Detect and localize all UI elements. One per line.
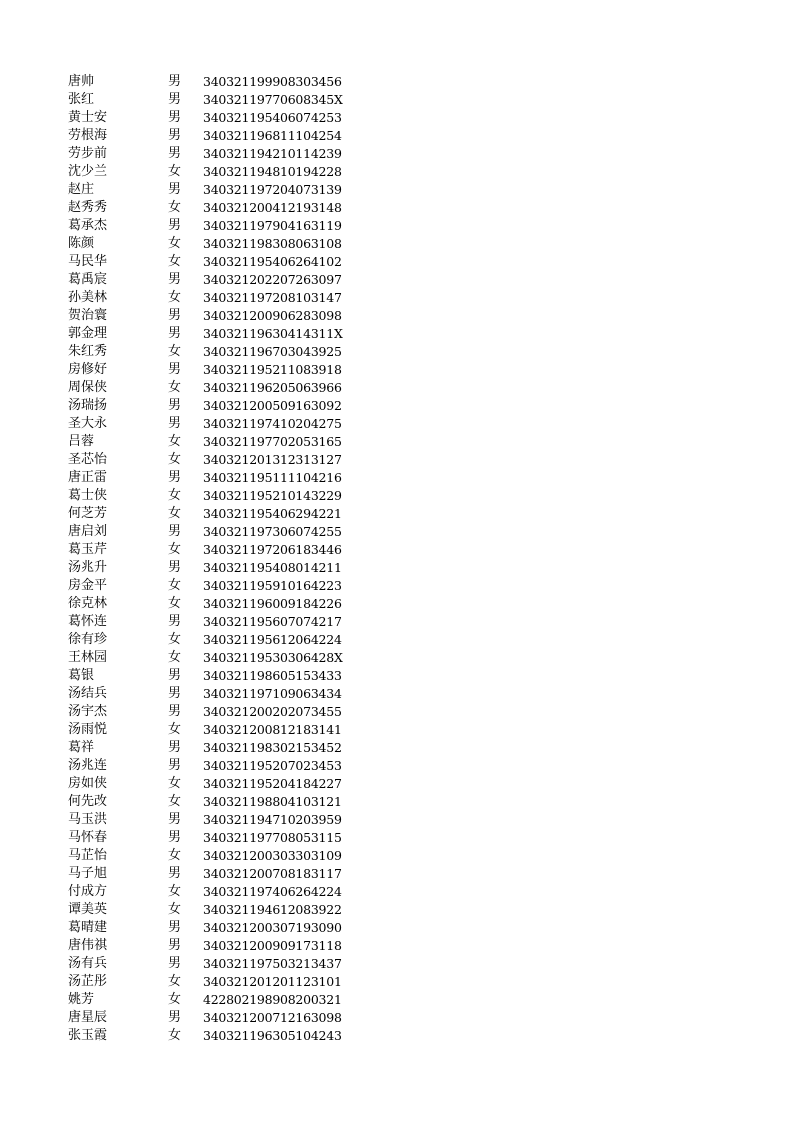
person-name: 马子旭: [68, 866, 108, 881]
person-gender: 女: [168, 722, 182, 737]
list-item: [68, 721, 343, 739]
person-id-number: 340321194612083922: [203, 902, 342, 917]
list-item: [68, 883, 343, 901]
person-gender: 女: [168, 452, 182, 467]
person-id-number: 34032119630414311X: [203, 326, 343, 341]
list-item: [68, 343, 343, 361]
list-item: [68, 757, 343, 775]
list-item: [68, 451, 343, 469]
person-gender: 男: [168, 614, 182, 629]
person-list: [68, 73, 343, 1045]
person-name: 朱红秀: [68, 344, 108, 359]
person-gender: 男: [168, 704, 182, 719]
person-name: 汤结兵: [68, 686, 108, 701]
person-name: 葛士侠: [68, 488, 108, 503]
person-name: 贺治寰: [68, 308, 108, 323]
person-gender: 女: [168, 848, 182, 863]
person-name: 马民华: [68, 254, 108, 269]
person-id-number: 340321200509163092: [203, 398, 342, 413]
list-item: [68, 361, 343, 379]
person-gender: 男: [168, 740, 182, 755]
person-name: 劳根海: [68, 128, 108, 143]
person-name: 汤雨悦: [68, 722, 108, 737]
person-id-number: 340321195612064224: [203, 632, 342, 647]
person-gender: 女: [168, 596, 182, 611]
person-name: 谭美英: [68, 902, 108, 917]
person-gender: 男: [168, 362, 182, 377]
person-name: 唐启刘: [68, 524, 108, 539]
person-gender: 男: [168, 938, 182, 953]
person-name: 何先改: [68, 794, 108, 809]
person-id-number: 340321195607074217: [203, 614, 342, 629]
person-id-number: 340321200202073455: [203, 704, 342, 719]
person-id-number: 340321197503213437: [203, 956, 342, 971]
person-name: 吕蓉: [68, 434, 95, 449]
list-item: [68, 145, 343, 163]
person-id-number: 340321195406074253: [203, 110, 342, 125]
person-gender: 男: [168, 686, 182, 701]
person-id-number: 340321200909173118: [203, 938, 342, 953]
person-name: 唐星辰: [68, 1010, 108, 1025]
list-item: [68, 595, 343, 613]
person-name: 马芷怡: [68, 848, 108, 863]
person-name: 王林园: [68, 650, 108, 665]
list-item: [68, 685, 343, 703]
person-name: 付成方: [68, 884, 108, 899]
person-name: 马怀春: [68, 830, 108, 845]
person-id-number: 340321195408014211: [203, 560, 342, 575]
person-gender: 女: [168, 506, 182, 521]
person-id-number: 422802198908200321: [203, 992, 342, 1007]
person-id-number: 340321200906283098: [203, 308, 342, 323]
person-gender: 女: [168, 236, 182, 251]
person-id-number: 340321195204184227: [203, 776, 342, 791]
person-gender: 女: [168, 200, 182, 215]
person-id-number: 340321197206183446: [203, 542, 342, 557]
person-id-number: 34032119530306428X: [203, 650, 343, 665]
person-gender: 女: [168, 650, 182, 665]
list-item: [68, 901, 343, 919]
person-gender: 女: [168, 254, 182, 269]
person-id-number: 340321194210114239: [203, 146, 342, 161]
list-item: [68, 631, 343, 649]
list-item: [68, 1027, 343, 1045]
list-item: [68, 217, 343, 235]
list-item: [68, 325, 343, 343]
person-gender: 女: [168, 542, 182, 557]
person-name: 房金平: [68, 578, 108, 593]
person-gender: 男: [168, 326, 182, 341]
list-item: [68, 487, 343, 505]
person-name: 徐有珍: [68, 632, 108, 647]
person-name: 张红: [68, 92, 95, 107]
list-item: [68, 973, 343, 991]
person-gender: 女: [168, 776, 182, 791]
person-id-number: 340321195211083918: [203, 362, 342, 377]
person-id-number: 340321196305104243: [203, 1028, 342, 1043]
person-name: 葛承杰: [68, 218, 108, 233]
list-item: [68, 253, 343, 271]
person-gender: 男: [168, 308, 182, 323]
list-item: [68, 127, 343, 145]
person-gender: 男: [168, 920, 182, 935]
person-gender: 男: [168, 812, 182, 827]
person-name: 葛祥: [68, 740, 95, 755]
person-gender: 男: [168, 956, 182, 971]
person-id-number: 340321200307193090: [203, 920, 342, 935]
list-item: [68, 829, 343, 847]
list-item: [68, 307, 343, 325]
list-item: [68, 577, 343, 595]
person-gender: 男: [168, 92, 182, 107]
person-gender: 男: [168, 470, 182, 485]
person-id-number: 340321200303303109: [203, 848, 342, 863]
person-id-number: 340321195406294221: [203, 506, 342, 521]
list-item: [68, 415, 343, 433]
list-item: [68, 613, 343, 631]
list-item: [68, 379, 343, 397]
list-item: [68, 271, 343, 289]
person-id-number: 340321201312313127: [203, 452, 342, 467]
person-gender: 女: [168, 578, 182, 593]
person-id-number: 340321198605153433: [203, 668, 342, 683]
list-item: [68, 91, 343, 109]
person-gender: 女: [168, 632, 182, 647]
list-item: [68, 919, 343, 937]
person-name: 马玉洪: [68, 812, 108, 827]
person-id-number: 340321197406264224: [203, 884, 342, 899]
list-item: [68, 235, 343, 253]
person-name: 何芝芳: [68, 506, 108, 521]
person-gender: 女: [168, 974, 182, 989]
person-gender: 男: [168, 146, 182, 161]
person-name: 汤兆升: [68, 560, 108, 575]
list-item: [68, 847, 343, 865]
person-name: 葛怀连: [68, 614, 108, 629]
person-id-number: 340321194810194228: [203, 164, 342, 179]
person-id-number: 340321194710203959: [203, 812, 342, 827]
person-name: 唐帅: [68, 74, 95, 89]
person-name: 黄士安: [68, 110, 108, 125]
person-id-number: 340321200412193148: [203, 200, 342, 215]
person-id-number: 340321197904163119: [203, 218, 342, 233]
person-name: 赵秀秀: [68, 200, 108, 215]
person-id-number: 340321196205063966: [203, 380, 342, 395]
person-id-number: 340321195406264102: [203, 254, 342, 269]
person-name: 劳步前: [68, 146, 108, 161]
person-id-number: 340321197204073139: [203, 182, 342, 197]
list-item: [68, 433, 343, 451]
list-item: [68, 793, 343, 811]
list-item: [68, 109, 343, 127]
person-gender: 男: [168, 218, 182, 233]
person-id-number: 340321198302153452: [203, 740, 342, 755]
person-id-number: 340321202207263097: [203, 272, 342, 287]
list-item: [68, 811, 343, 829]
person-name: 徐克林: [68, 596, 108, 611]
person-id-number: 340321201201123101: [203, 974, 342, 989]
person-name: 葛银: [68, 668, 95, 683]
person-id-number: 340321196811104254: [203, 128, 342, 143]
person-gender: 男: [168, 560, 182, 575]
person-gender: 女: [168, 380, 182, 395]
person-gender: 女: [168, 164, 182, 179]
person-name: 汤兆连: [68, 758, 108, 773]
person-name: 唐正雷: [68, 470, 108, 485]
person-name: 沈少兰: [68, 164, 108, 179]
person-gender: 男: [168, 524, 182, 539]
person-name: 圣大永: [68, 416, 108, 431]
list-item: [68, 163, 343, 181]
person-gender: 男: [168, 128, 182, 143]
person-id-number: 340321195210143229: [203, 488, 342, 503]
person-gender: 男: [168, 830, 182, 845]
person-name: 陈颜: [68, 236, 95, 251]
list-item: [68, 739, 343, 757]
person-id-number: 340321198804103121: [203, 794, 342, 809]
person-id-number: 340321200712163098: [203, 1010, 342, 1025]
person-gender: 男: [168, 758, 182, 773]
person-name: 圣芯怡: [68, 452, 108, 467]
person-gender: 男: [168, 110, 182, 125]
list-item: [68, 955, 343, 973]
person-gender: 女: [168, 1028, 182, 1043]
person-name: 赵庄: [68, 182, 95, 197]
list-item: [68, 73, 343, 91]
person-id-number: 340321197109063434: [203, 686, 342, 701]
person-gender: 男: [168, 866, 182, 881]
person-gender: 女: [168, 290, 182, 305]
person-gender: 男: [168, 74, 182, 89]
person-gender: 女: [168, 992, 182, 1007]
person-gender: 女: [168, 488, 182, 503]
person-name: 葛玉芹: [68, 542, 108, 557]
person-id-number: 340321198308063108: [203, 236, 342, 251]
person-gender: 女: [168, 902, 182, 917]
list-item: [68, 937, 343, 955]
person-gender: 男: [168, 1010, 182, 1025]
list-item: [68, 469, 343, 487]
person-name: 姚芳: [68, 992, 95, 1007]
list-item: [68, 397, 343, 415]
person-name: 房修好: [68, 362, 108, 377]
person-id-number: 340321200812183141: [203, 722, 342, 737]
list-item: [68, 289, 343, 307]
person-gender: 男: [168, 182, 182, 197]
person-id-number: 340321199908303456: [203, 74, 342, 89]
person-id-number: 340321197708053115: [203, 830, 342, 845]
list-item: [68, 181, 343, 199]
person-id-number: 340321196703043925: [203, 344, 342, 359]
person-gender: 男: [168, 272, 182, 287]
person-id-number: 340321195207023453: [203, 758, 342, 773]
person-id-number: 340321195910164223: [203, 578, 342, 593]
person-name: 孙美林: [68, 290, 108, 305]
person-name: 周保侠: [68, 380, 108, 395]
list-item: [68, 559, 343, 577]
person-id-number: 340321197410204275: [203, 416, 342, 431]
list-item: [68, 667, 343, 685]
person-gender: 女: [168, 884, 182, 899]
person-id-number: 340321200708183117: [203, 866, 342, 881]
person-id-number: 34032119770608345X: [203, 92, 343, 107]
person-id-number: 340321196009184226: [203, 596, 342, 611]
person-name: 汤瑞扬: [68, 398, 108, 413]
person-name: 葛禹宸: [68, 272, 108, 287]
person-gender: 男: [168, 416, 182, 431]
person-gender: 男: [168, 398, 182, 413]
list-item: [68, 991, 343, 1009]
person-name: 葛晴建: [68, 920, 108, 935]
person-gender: 女: [168, 794, 182, 809]
person-name: 郭金理: [68, 326, 108, 341]
person-gender: 女: [168, 434, 182, 449]
list-item: [68, 199, 343, 217]
person-gender: 男: [168, 668, 182, 683]
person-name: 汤芷彤: [68, 974, 108, 989]
person-id-number: 340321195111104216: [203, 470, 342, 485]
person-id-number: 340321197702053165: [203, 434, 342, 449]
person-gender: 女: [168, 344, 182, 359]
person-id-number: 340321197306074255: [203, 524, 342, 539]
person-name: 张玉霞: [68, 1028, 108, 1043]
list-item: [68, 865, 343, 883]
person-name: 汤有兵: [68, 956, 108, 971]
person-name: 房如侠: [68, 776, 108, 791]
list-item: [68, 505, 343, 523]
list-item: [68, 1009, 343, 1027]
person-name: 汤宇杰: [68, 704, 108, 719]
list-item: [68, 775, 343, 793]
list-item: [68, 523, 343, 541]
list-item: [68, 649, 343, 667]
person-name: 唐伟祺: [68, 938, 108, 953]
list-item: [68, 703, 343, 721]
person-id-number: 340321197208103147: [203, 290, 342, 305]
list-item: [68, 541, 343, 559]
